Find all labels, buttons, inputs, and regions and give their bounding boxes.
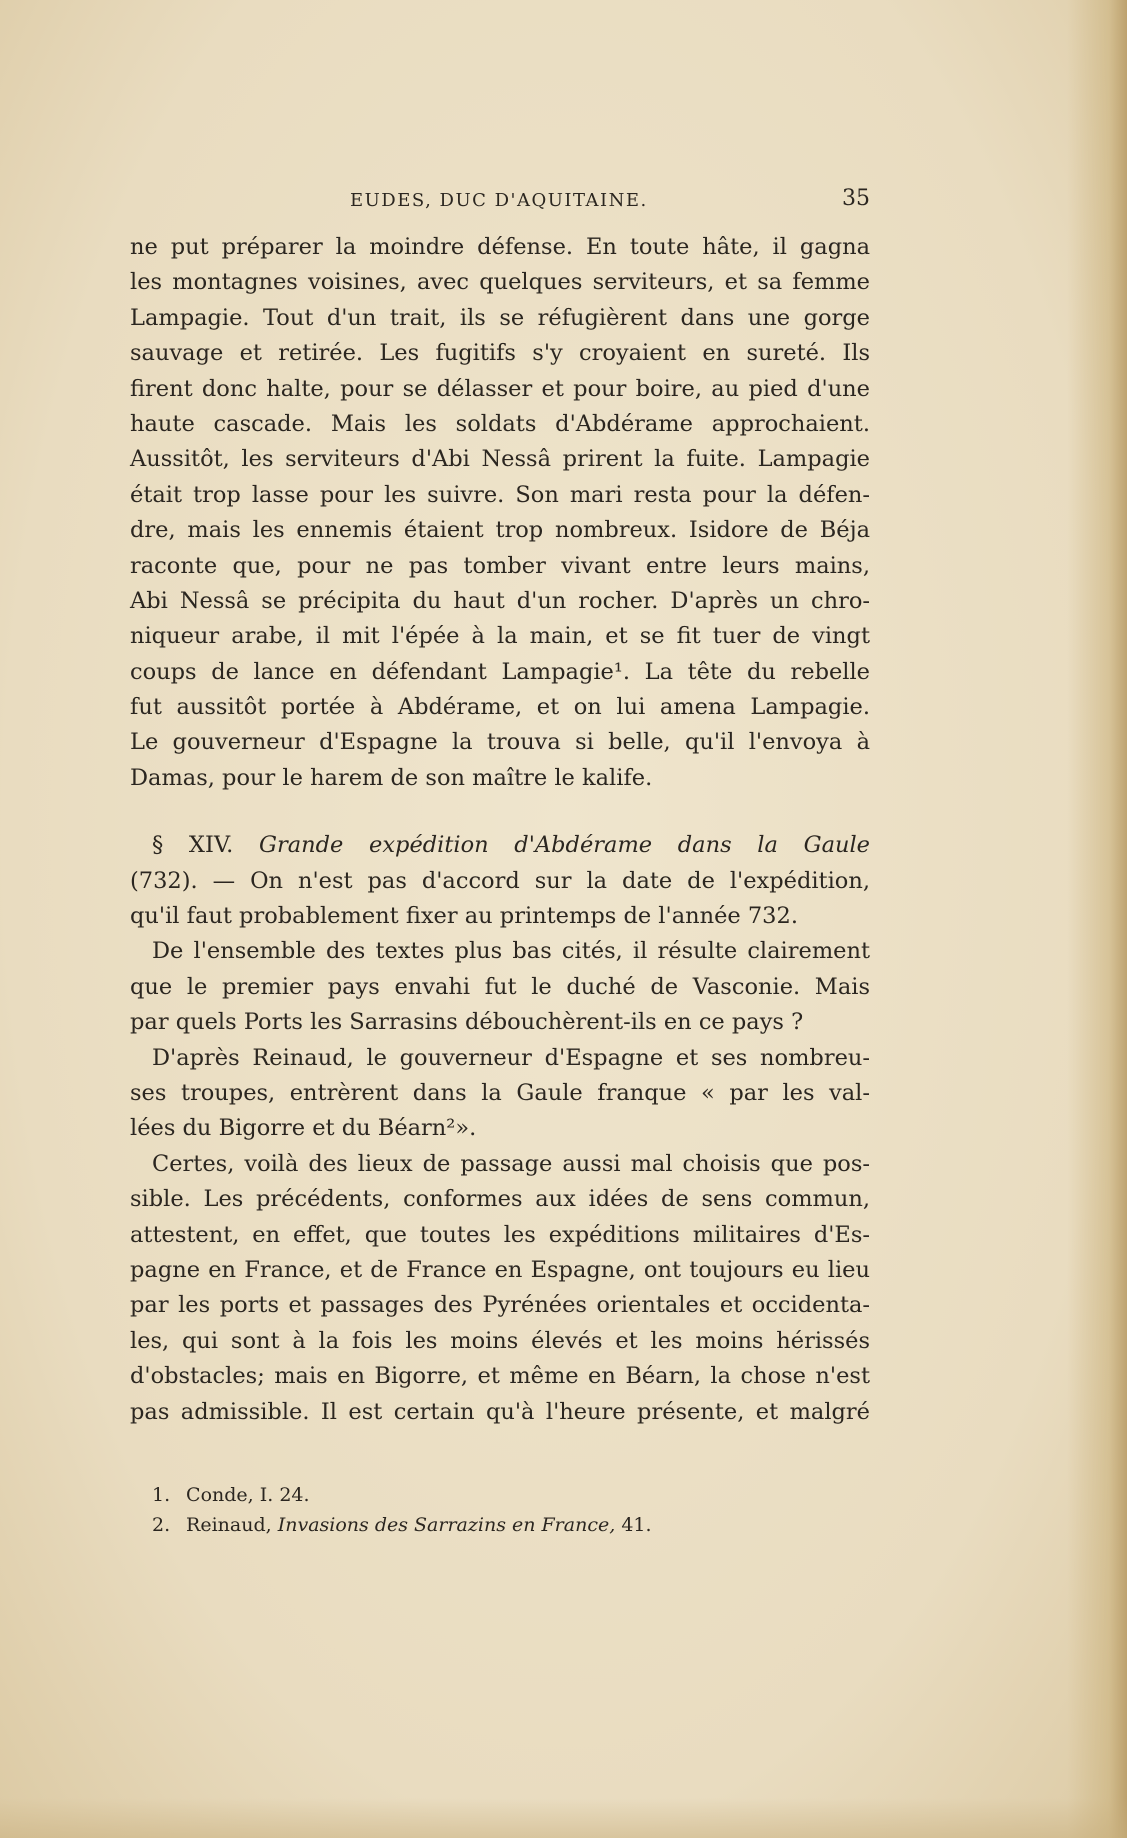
text-line: De l'ensemble des textes plus bas cités, il résulte clairement bbox=[152, 938, 870, 965]
running-title: EUDES, DUC D'AQUITAINE. bbox=[350, 190, 648, 211]
section-heading-line bbox=[130, 828, 870, 863]
text-line: Damas, pour le harem de son maître le kalife. bbox=[130, 764, 653, 791]
section-title: Grande expédition d'Abdérame dans la Gaule bbox=[259, 832, 870, 859]
section-heading-paragraph bbox=[130, 828, 870, 934]
footnote-text: Conde, I. 24. bbox=[186, 1484, 310, 1506]
text-line: Certes, voilà des lieux de passage aussi mal choisis que pos- bbox=[152, 1150, 870, 1177]
text-line: les montagnes voisines, avec quelques serviteurs, et sa femme bbox=[130, 269, 870, 296]
footnote-page: 41. bbox=[621, 1514, 652, 1536]
text-line: ne put préparer la moindre défense. En toute hâte, il gagna bbox=[130, 234, 870, 260]
body-text bbox=[130, 230, 870, 1430]
page-edge-shading bbox=[1067, 0, 1127, 1838]
text-line: les, qui sont à la fois les moins élevés et les moins hérissés bbox=[130, 1327, 870, 1354]
text-line: (732). — On n'est pas d'accord sur la date de l'expédition, bbox=[130, 867, 870, 894]
text-line: fut aussitôt portée à Abdérame, et on lui amena Lampagie. bbox=[130, 694, 870, 721]
text-line: que le premier pays envahi fut le duché de Vasconie. Mais bbox=[130, 973, 870, 1000]
text-line: sible. Les précédents, conformes aux idées de sens commun, bbox=[130, 1186, 870, 1213]
page-bottom-shading bbox=[0, 1798, 1127, 1838]
paragraph-3 bbox=[130, 1041, 870, 1147]
footnote-number: 1. bbox=[152, 1484, 171, 1506]
footnote-2 bbox=[152, 1510, 852, 1540]
footnote-number: 2. bbox=[152, 1514, 171, 1536]
text-line: pagne en France, et de France en Espagne, ont toujours eu lieu bbox=[130, 1256, 870, 1283]
text-line: qu'il faut probablement fixer au printemps de l'année 732. bbox=[130, 903, 798, 930]
text-line: d'obstacles; mais en Bigorre, et même en Béarn, la chose n'est bbox=[130, 1363, 870, 1390]
text-line: Aussitôt, les serviteurs d'Abi Nessâ prirent la fuite. Lampagie bbox=[130, 446, 870, 473]
text-line: haute cascade. Mais les soldats d'Abdérame approchaient. bbox=[130, 410, 870, 437]
text-line: Le gouverneur d'Espagne la trouva si belle, qu'il l'envoya à bbox=[130, 729, 870, 756]
paragraph-2 bbox=[130, 934, 870, 1040]
text-line: attestent, en effet, que toutes les expéditions militaires d'Es- bbox=[130, 1221, 870, 1248]
running-header bbox=[130, 186, 870, 216]
paragraph-4 bbox=[130, 1147, 870, 1430]
text-line: était trop lasse pour les suivre. Son mari resta pour la défen- bbox=[130, 481, 870, 508]
footnotes bbox=[152, 1480, 852, 1540]
text-line: sauvage et retirée. Les fugitifs s'y croyaient en sureté. Ils bbox=[130, 340, 870, 367]
text-line: ses troupes, entrèrent dans la Gaule franque « par les val- bbox=[130, 1079, 870, 1106]
text-line: par les ports et passages des Pyrénées orientales et occidenta- bbox=[130, 1292, 870, 1319]
text-line: coups de lance en défendant Lampagie¹. La tête du rebelle bbox=[130, 658, 870, 685]
text-line: raconte que, pour ne pas tomber vivant entre leurs mains, bbox=[130, 552, 870, 579]
section-gap bbox=[130, 796, 870, 828]
text-line: firent donc halte, pour se délasser et pour boire, au pied d'une bbox=[130, 375, 870, 402]
text-line: Abi Nessâ se précipita du haut d'un rocher. D'après un chro- bbox=[130, 587, 870, 614]
section-number: § XIV. bbox=[152, 832, 234, 859]
footnote-italic-title: Invasions des Sarrazins en France, bbox=[277, 1514, 616, 1536]
footnote-text: Reinaud, bbox=[186, 1514, 272, 1536]
text-line: Lampagie. Tout d'un trait, ils se réfugièrent dans une gorge bbox=[130, 304, 870, 331]
text-line: dre, mais les ennemis étaient trop nombreux. Isidore de Béja bbox=[130, 517, 870, 544]
text-line: lées du Bigorre et du Béarn²». bbox=[130, 1115, 477, 1142]
text-line: D'après Reinaud, le gouverneur d'Espagne et ses nombreu- bbox=[152, 1044, 870, 1071]
text-line: par quels Ports les Sarrasins débouchèrent-ils en ce pays ? bbox=[130, 1009, 804, 1036]
paragraph-1 bbox=[130, 230, 870, 796]
text-line: pas admissible. Il est certain qu'à l'heure présente, et malgré bbox=[130, 1398, 870, 1425]
footnote-1 bbox=[152, 1480, 852, 1510]
text-line: niqueur arabe, il mit l'épée à la main, et se fit tuer de vingt bbox=[130, 623, 870, 650]
page-number: 35 bbox=[842, 186, 870, 211]
